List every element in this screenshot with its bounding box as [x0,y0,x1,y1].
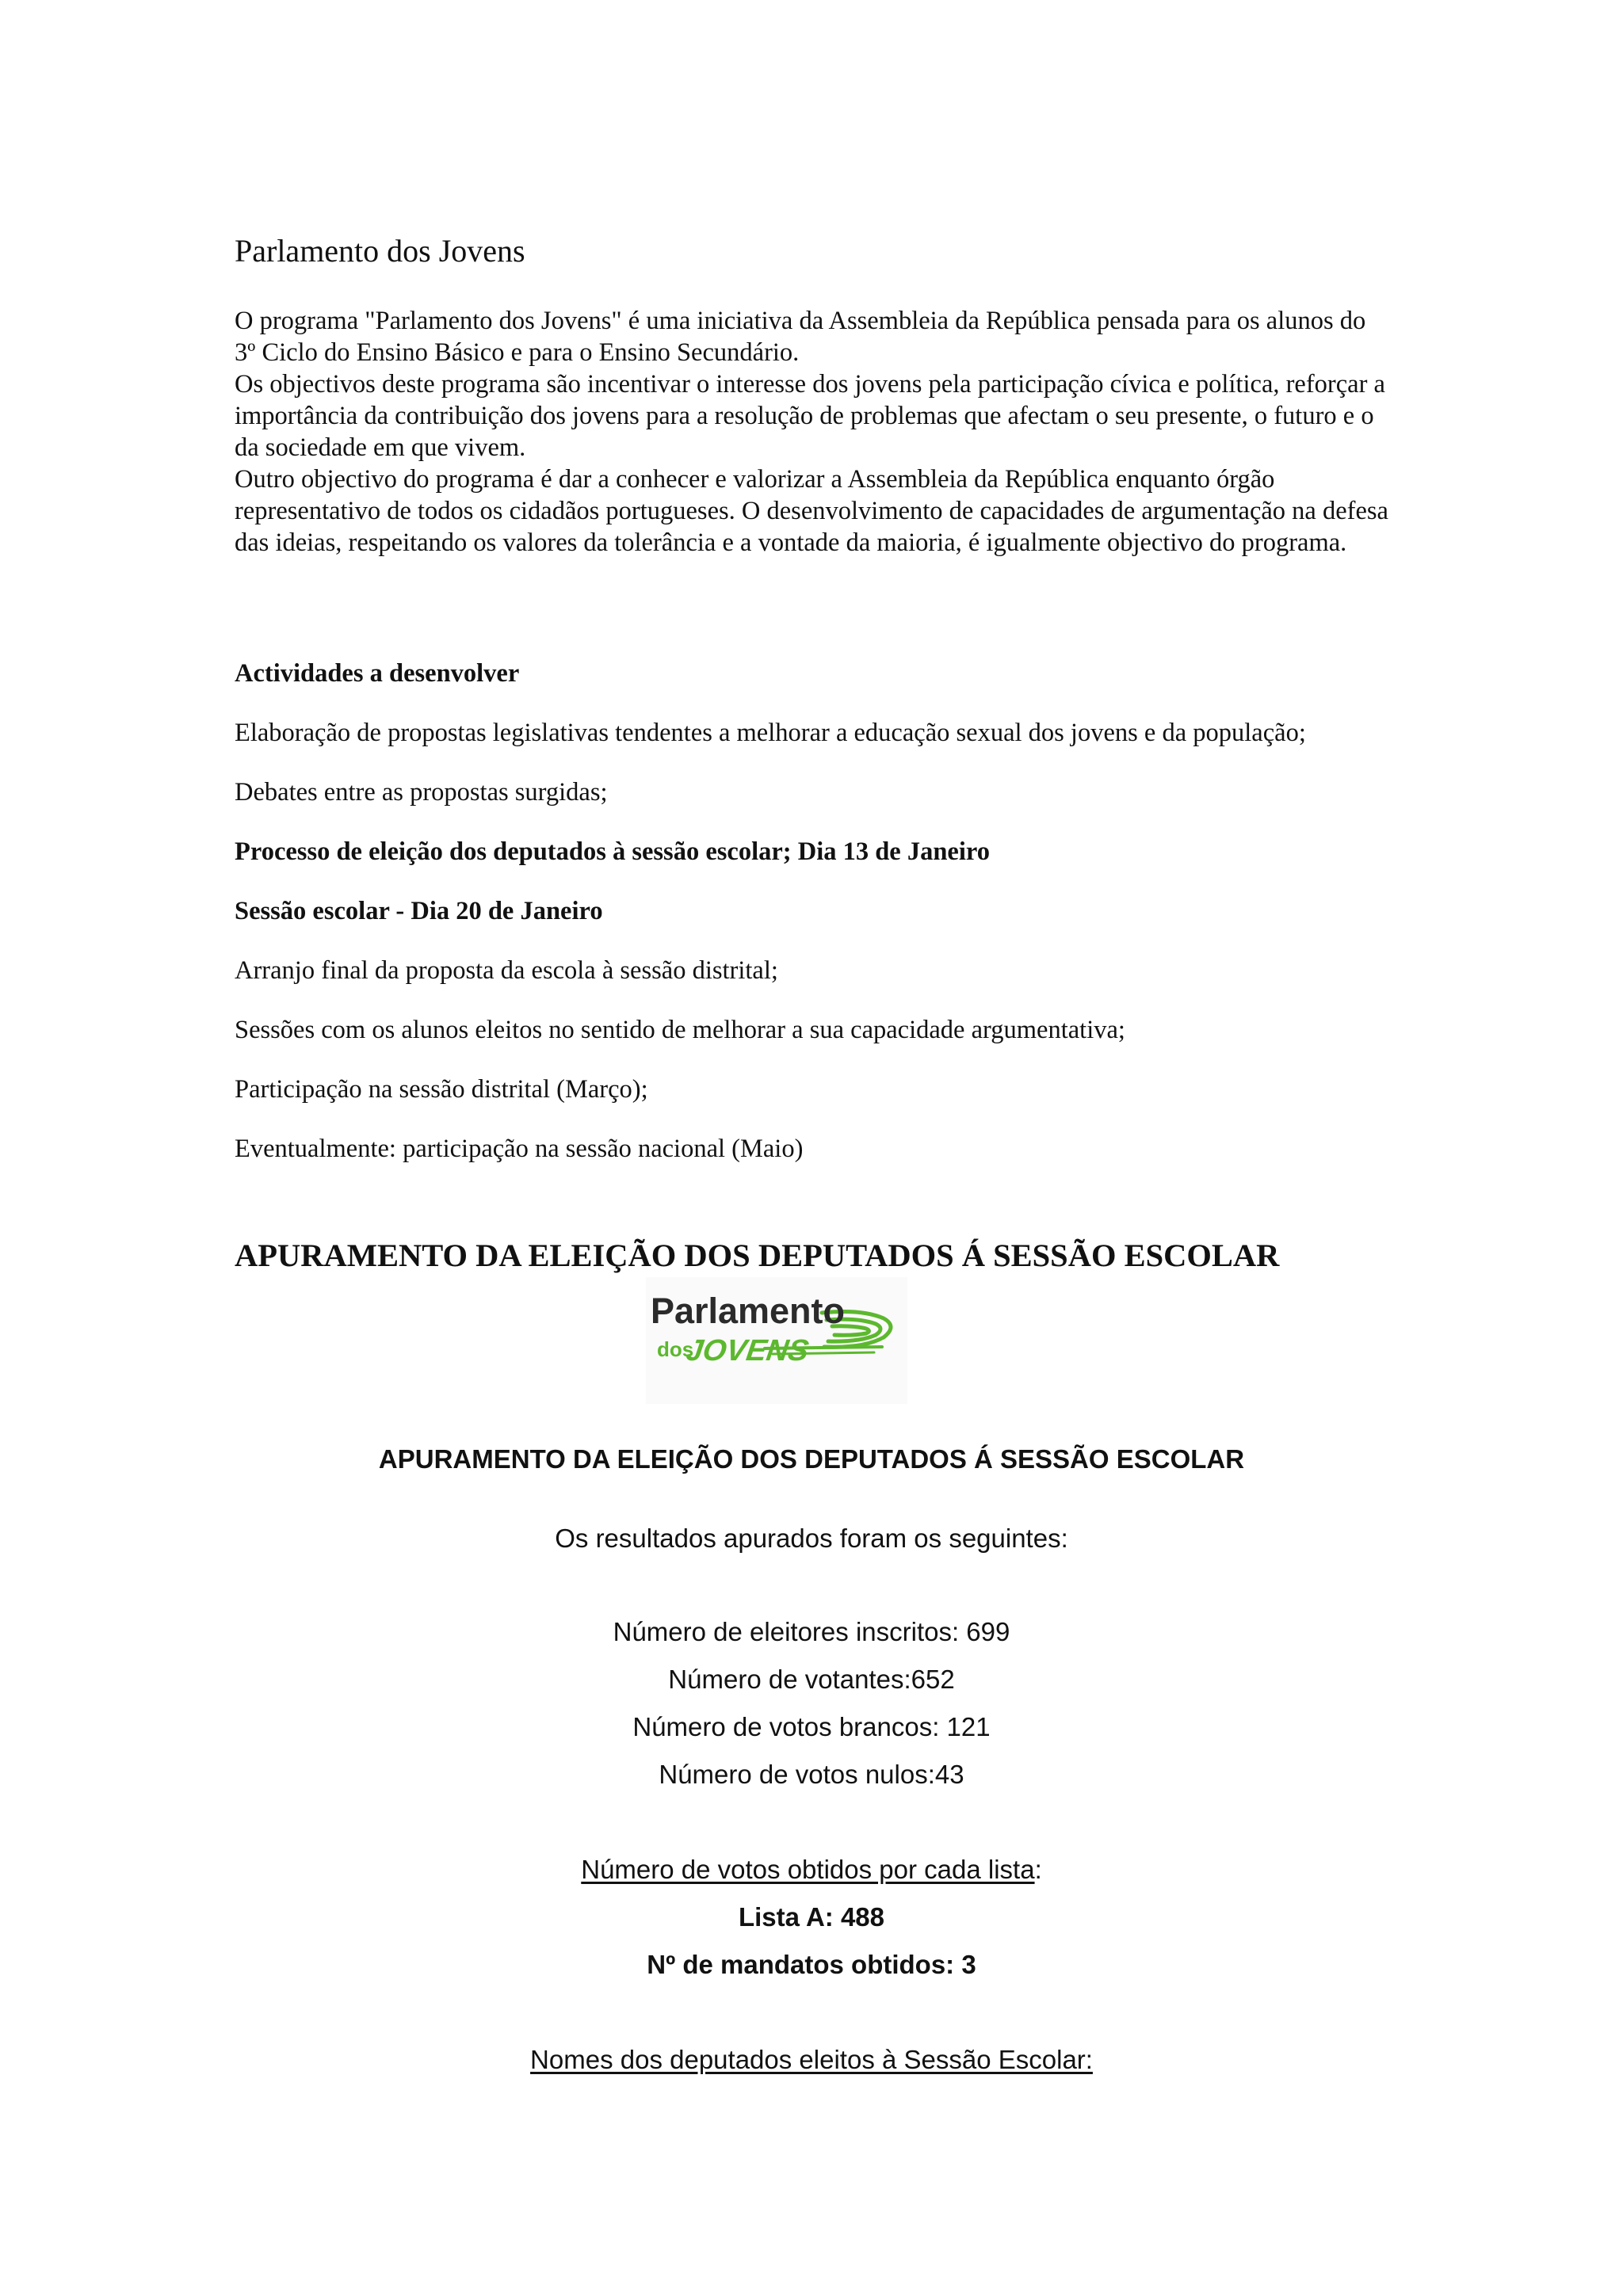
intro-paragraph: Outro objectivo do programa é dar a conhecer e valorizar a Assembleia da República enquanto órgão representativo de todos os cidadãos portugueses. O desenvolvimento de capacidades de argumentação na defesa das ideias, respeitando os valores da tolerância e a vontade da maioria, é igualmente objectivo do programa. [235,465,1388,557]
activity-item: Participação na sessão distrital (Março); [235,1075,648,1104]
activity-item: Sessão escolar - Dia 20 de Janeiro [235,897,603,925]
parlamento-dos-jovens-logo [646,1277,907,1404]
page-title: Parlamento dos Jovens [235,233,525,269]
mandates-result: Nº de mandatos obtidos: 3 [647,1950,976,1979]
activity-item: Elaboração de propostas legislativas tendentes a melhorar a educação sexual dos jovens e da população; [235,719,1306,747]
intro-paragraph: O programa "Parlamento dos Jovens" é uma iniciativa da Assembleia da República pensada para os alunos do 3º Ciclo do Ensino Básico e para o Ensino Secundário. [235,307,1366,367]
intro-paragraph: Os objectivos deste programa são incentivar o interesse dos jovens pela participação cívica e política, reforçar a importância da contribuição dos jovens para a resolução de problemas que afectam o seu presente, o futuro e o da sociedade em que vivem. [235,370,1385,462]
votes-by-list-colon: : [1034,1855,1042,1884]
logo-line2-small: dos [657,1337,694,1361]
activity-item: Processo de eleição dos deputados à sessão escolar; Dia 13 de Janeiro [235,837,990,866]
results-heading: APURAMENTO DA ELEIÇÃO DOS DEPUTADOS Á SESSÃO ESCOLAR [378,1444,1245,1474]
election-heading: APURAMENTO DA ELEIÇÃO DOS DEPUTADOS Á SESSÃO ESCOLAR [235,1238,1280,1273]
logo-line1: Parlamento [651,1291,845,1331]
stat-line: Número de votos brancos: 121 [632,1712,991,1741]
intro-text [235,305,1392,559]
stat-line: Número de votantes:652 [668,1665,955,1694]
activity-item: Debates entre as propostas surgidas; [235,778,608,807]
deputies-label: Nomes dos deputados eleitos à Sessão Escolar: [530,2045,1093,2074]
logo-line2-big: JOVENS [683,1333,812,1367]
stat-line: Número de eleitores inscritos: 699 [613,1617,1010,1646]
votes-by-list-label: Número de votos obtidos por cada lista [581,1855,1035,1884]
results-intro: Os resultados apurados foram os seguintes: [555,1524,1068,1553]
activity-item: Sessões com os alunos eleitos no sentido de melhorar a sua capacidade argumentativa; [235,1016,1125,1044]
activity-item: Eventualmente: participação na sessão nacional (Maio) [235,1135,804,1163]
activity-item: Arranjo final da proposta da escola à sessão distrital; [235,956,778,985]
activities-heading: Actividades a desenvolver [235,659,520,688]
deputies-heading [0,2044,1623,2076]
votes-by-list-line [0,1854,1623,1886]
stat-line: Número de votos nulos:43 [659,1760,964,1789]
list-a-result: Lista A: 488 [738,1902,884,1932]
